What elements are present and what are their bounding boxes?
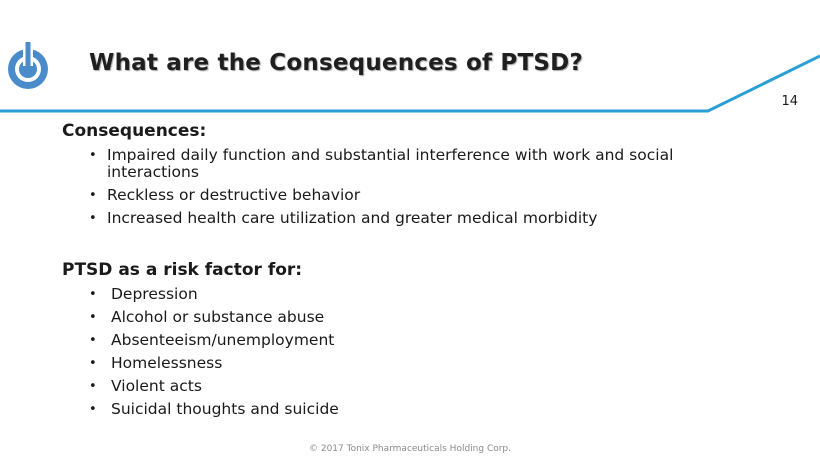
slide-title: What are the Consequences of PTSD? bbox=[89, 50, 583, 76]
list-item-text: Homelessness bbox=[111, 354, 223, 372]
list-item bbox=[89, 187, 747, 204]
page-number: 14 bbox=[781, 94, 798, 109]
bullet-icon: • bbox=[89, 356, 97, 371]
bullet-icon: • bbox=[89, 310, 97, 325]
list-item bbox=[89, 286, 762, 303]
list-item bbox=[89, 355, 762, 372]
list-item-text: Violent acts bbox=[111, 377, 202, 395]
risk-factor-section bbox=[62, 260, 762, 424]
bullet-icon: • bbox=[89, 188, 97, 203]
list-item bbox=[89, 147, 747, 181]
list-item-text: Increased health care utilization and greater medical morbidity bbox=[107, 209, 598, 227]
list-item-text: Alcohol or substance abuse bbox=[111, 308, 325, 326]
list-item-text: Depression bbox=[111, 285, 198, 303]
copyright-footer: © 2017 Tonix Pharmaceuticals Holding Corp. bbox=[308, 444, 512, 454]
bullet-list bbox=[62, 147, 762, 227]
bullet-icon: • bbox=[89, 148, 97, 163]
bullet-icon: • bbox=[89, 211, 97, 226]
bullet-list bbox=[62, 286, 762, 418]
list-item-text: Absenteeism/unemployment bbox=[111, 331, 335, 349]
list-item bbox=[89, 309, 762, 326]
bullet-icon: • bbox=[89, 287, 97, 302]
list-item-text: Impaired daily function and substantial interference with work and social interactions bbox=[107, 146, 674, 181]
list-item bbox=[89, 401, 762, 418]
bullet-icon: • bbox=[89, 333, 97, 348]
consequences-section bbox=[62, 121, 762, 233]
bullet-icon: • bbox=[89, 379, 97, 394]
list-item bbox=[89, 210, 747, 227]
list-item-text: Reckless or destructive behavior bbox=[107, 186, 361, 204]
list-item bbox=[89, 332, 762, 349]
header-accent-line bbox=[0, 50, 820, 120]
bullet-icon: • bbox=[89, 402, 97, 417]
list-item-text: Suicidal thoughts and suicide bbox=[111, 400, 339, 418]
section-heading: Consequences: bbox=[62, 121, 207, 141]
list-item bbox=[89, 378, 762, 395]
section-heading: PTSD as a risk factor for: bbox=[62, 260, 303, 280]
